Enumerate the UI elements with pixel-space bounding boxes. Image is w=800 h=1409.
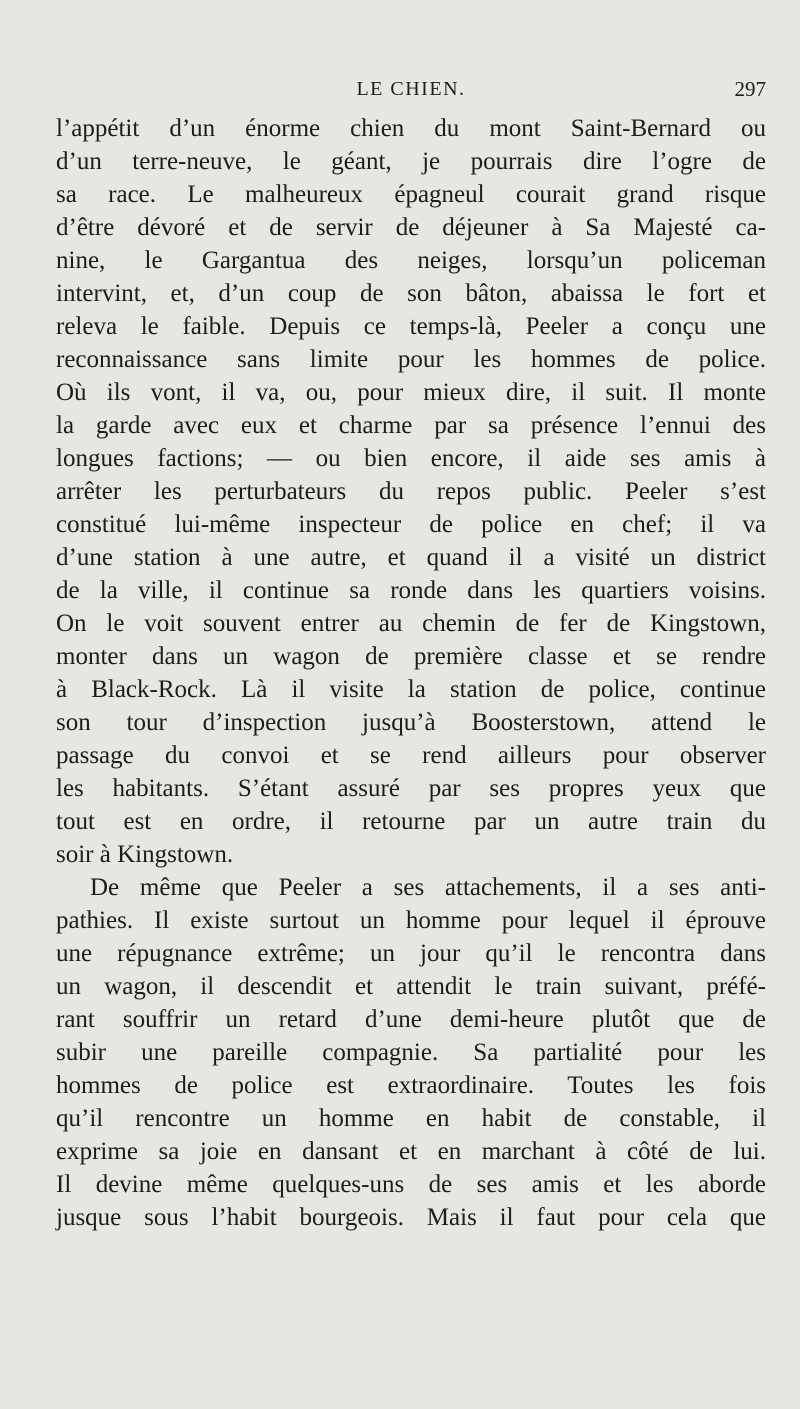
body-text	[56, 112, 766, 1234]
text-line: intervint, et, d’un coup de son bâton, abaissa le fort et	[56, 280, 766, 307]
text-line: d’une station à une autre, et quand il a visité un district	[56, 544, 766, 571]
text-line: arrêter les perturbateurs du repos public. Peeler s’est	[56, 478, 766, 505]
paragraph-1	[56, 112, 766, 871]
text-line: constitué lui-même inspecteur de police en chef; il va	[56, 511, 766, 538]
text-line: Où ils vont, il va, ou, pour mieux dire, il suit. Il monte	[56, 379, 766, 406]
text-line: On le voit souvent entrer au chemin de fer de Kingstown,	[56, 610, 766, 637]
text-line: subir une pareille compagnie. Sa partialité pour les	[56, 1039, 766, 1066]
text-line: l’appétit d’un énorme chien du mont Saint-Bernard ou	[56, 115, 766, 142]
running-title: LE CHIEN.	[356, 78, 466, 100]
text-line: soir à Kingstown.	[56, 841, 234, 868]
text-line: reconnaissance sans limite pour les hommes de police.	[56, 346, 766, 373]
text-line: tout est en ordre, il retourne par un autre train du	[56, 808, 766, 835]
text-line: une répugnance extrême; un jour qu’il le rencontra dans	[56, 940, 766, 967]
text-line: de la ville, il continue sa ronde dans les quartiers voisins.	[56, 577, 766, 604]
text-line: les habitants. S’étant assuré par ses propres yeux que	[56, 775, 766, 802]
running-head	[56, 74, 766, 104]
text-line: sa race. Le malheureux épagneul courait grand risque	[56, 181, 766, 208]
text-line: jusque sous l’habit bourgeois. Mais il faut pour cela que	[56, 1204, 766, 1231]
paragraph-2	[56, 871, 766, 1234]
text-line: hommes de police est extraordinaire. Toutes les fois	[56, 1072, 766, 1099]
text-line: Il devine même quelques-uns de ses amis et les aborde	[56, 1171, 766, 1198]
text-line: passage du convoi et se rend ailleurs pour observer	[56, 742, 766, 769]
text-line: la garde avec eux et charme par sa présence l’ennui des	[56, 412, 766, 439]
text-line: d’un terre-neuve, le géant, je pourrais dire l’ogre de	[56, 148, 766, 175]
text-line: son tour d’inspection jusqu’à Boosterstown, attend le	[56, 709, 766, 736]
text-line: pathies. Il existe surtout un homme pour lequel il éprouve	[56, 907, 766, 934]
text-line: releva le faible. Depuis ce temps-là, Peeler a conçu une	[56, 313, 766, 340]
text-line: monter dans un wagon de première classe et se rendre	[56, 643, 766, 670]
text-line: d’être dévoré et de servir de déjeuner à Sa Majesté ca-	[56, 214, 766, 241]
text-line: qu’il rencontre un homme en habit de constable, il	[56, 1105, 766, 1132]
text-line: un wagon, il descendit et attendit le train suivant, préfé-	[56, 973, 766, 1000]
text-line: exprime sa joie en dansant et en marchant à côté de lui.	[56, 1138, 766, 1165]
text-line: De même que Peeler a ses attachements, il a ses anti-	[90, 874, 766, 901]
text-line: nine, le Gargantua des neiges, lorsqu’un policeman	[56, 247, 766, 274]
page-number: 297	[734, 77, 766, 101]
text-line: rant souffrir un retard d’une demi-heure plutôt que de	[56, 1006, 766, 1033]
text-line: longues factions; — ou bien encore, il aide ses amis à	[56, 445, 766, 472]
text-line: à Black-Rock. Là il visite la station de police, continue	[56, 676, 766, 703]
